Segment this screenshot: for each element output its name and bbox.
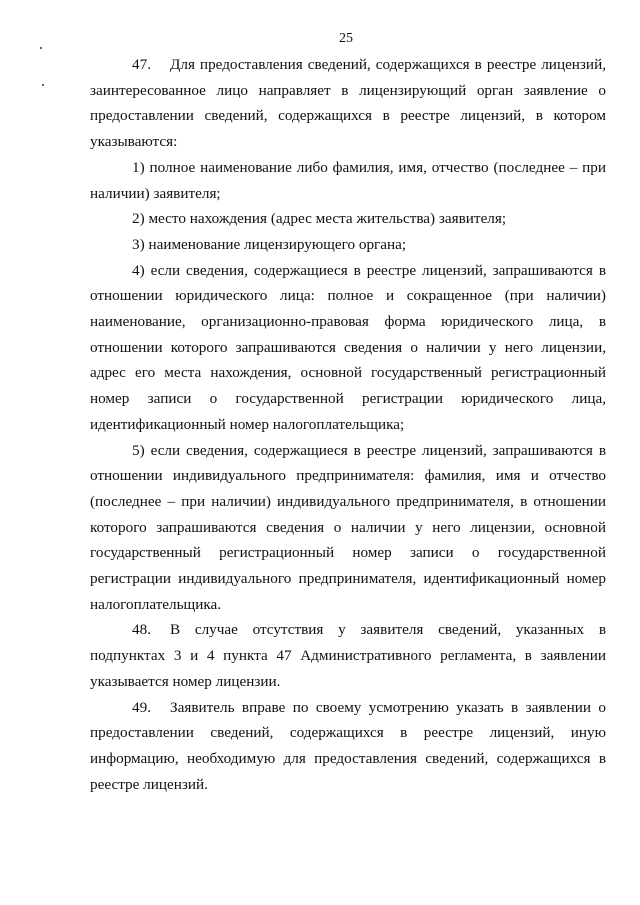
paragraph-number: 49. <box>132 698 151 716</box>
paragraph-text: В случае отсутствия у заявителя сведений, указанных в подпунктах 3 и 4 пункта 47 Административного регламента, в заявлении указывается номер лицензии. <box>90 621 606 690</box>
paragraph-text: 5) если сведения, содержащиеся в реестре лицензий, запрашиваются в отношении индивидуального предпринимателя: фамилия, имя и отчество (последнее – при наличии) индивидуального предпринимателя, в отношении которого запрашиваются сведения о наличии у него лицензии, основной государственный регистрационный номер записи о государственной регистрации индивидуального предпринимателя, идентификационный номер налогоплательщика. <box>90 441 606 613</box>
scan-speck <box>40 47 42 49</box>
list-item-1 <box>90 155 606 206</box>
paragraph-number: 48. <box>132 621 151 639</box>
page-number: 25 <box>339 31 353 46</box>
document-body <box>90 52 606 797</box>
list-item-3 <box>90 232 606 258</box>
paragraph-text: 2) место нахождения (адрес места жительства) заявителя; <box>132 210 507 228</box>
paragraph-text: Для предоставления сведений, содержащихся в реестре лицензий, заинтересованное лицо направляет в лицензирующий орган заявление о предоставлении сведений, содержащихся в реестре лицензий, в котором указываются: <box>90 56 606 151</box>
paragraph-number: 47. <box>132 56 151 73</box>
paragraph-49 <box>90 695 606 798</box>
scan-speck <box>42 84 44 86</box>
paragraph-text: Заявитель вправе по своему усмотрению указать в заявлении о предоставлении сведений, содержащихся в реестре лицензий, иную информацию, необходимую для предоставления сведений, содержащихся в реестре лицензий. <box>90 698 606 793</box>
list-item-4 <box>90 258 606 438</box>
paragraph-text: 1) полное наименование либо фамилия, имя, отчество (последнее – при наличии) заявителя; <box>90 158 606 202</box>
paragraph-text: 4) если сведения, содержащиеся в реестре лицензий, запрашиваются в отношении юридического лица: полное и сокращенное (при наличии) наименование, организационно-правовая форма юридического лица, в отношении которого запрашиваются сведения о наличии у него лицензии, адрес его места нахождения, основной государственный регистрационный номер записи о государственной регистрации юридического лица, идентификационный номер налогоплательщика; <box>90 261 606 433</box>
paragraph-47 <box>90 52 606 155</box>
paragraph-text: 3) наименование лицензирующего органа; <box>132 235 407 253</box>
list-item-2 <box>90 206 606 232</box>
paragraph-48 <box>90 617 606 694</box>
list-item-5 <box>90 438 606 618</box>
